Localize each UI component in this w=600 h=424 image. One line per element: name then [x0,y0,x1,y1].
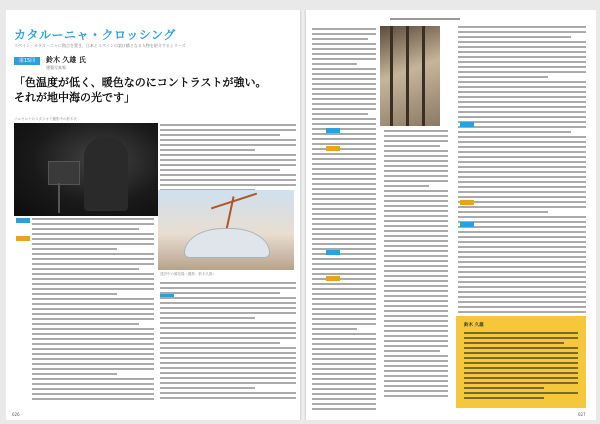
photographer-portrait-photo [14,123,158,216]
headline [14,75,300,105]
camera-shape [48,161,80,185]
qa-tag-q-3 [326,128,340,133]
qa-tag-a-5 [460,200,474,205]
headline-line-2: それが地中海の光です」 [14,91,135,104]
issue-badge: 第15回 [14,57,40,65]
body-text-column-1 [160,124,296,194]
profile-box [456,316,586,408]
folio-right: 027 [578,412,586,417]
pillar [390,26,393,126]
stadium-dome [184,228,270,258]
stadium-caption: 建設中の競技場（撮影：鈴木久雄） [160,272,216,276]
right-body-column-2 [384,130,448,400]
qa-tag-q-6 [460,222,474,227]
right-body-column-3 [458,26,586,316]
qa-tag-q [16,218,30,223]
body-text-column-3 [160,282,296,402]
running-head-rule [390,18,460,20]
body-text-column-2 [32,218,154,403]
qa-tag-q-5 [460,122,474,127]
qa-tag-a-4 [326,276,340,281]
lead-text: スペイン・カタルーニャに拠点を置き、日本とスペインの架け橋となる人物を紹介するシリーズ [14,43,186,48]
qa-tag-a [16,236,30,241]
building-interior-photo [380,26,440,126]
gutter [300,10,306,420]
folio-left: 026 [12,412,20,417]
profile-box-text [464,332,578,402]
series-title: カタルーニャ・クロッシング [14,28,176,42]
pillar [406,26,409,126]
pillar [422,26,425,126]
person-name: 鈴木 久雄 氏 [46,56,86,64]
crane-arm [211,193,257,210]
profile-box-heading: 鈴木 久雄 [464,323,484,328]
qa-tag-a-3 [326,146,340,151]
photo-caption: バルセロナのスタジオで撮影中の鈴木氏 [14,117,77,121]
person-title: 建築写真家 [46,65,66,70]
headline-line-1: 「色温度が低く、暖色なのにコントラストが強い。 [14,76,267,89]
person-silhouette [84,137,128,211]
stadium-construction-photo [158,190,294,270]
qa-tag-q-4 [326,250,340,255]
tripod-shape [58,183,60,213]
right-body-column-1 [312,28,376,413]
